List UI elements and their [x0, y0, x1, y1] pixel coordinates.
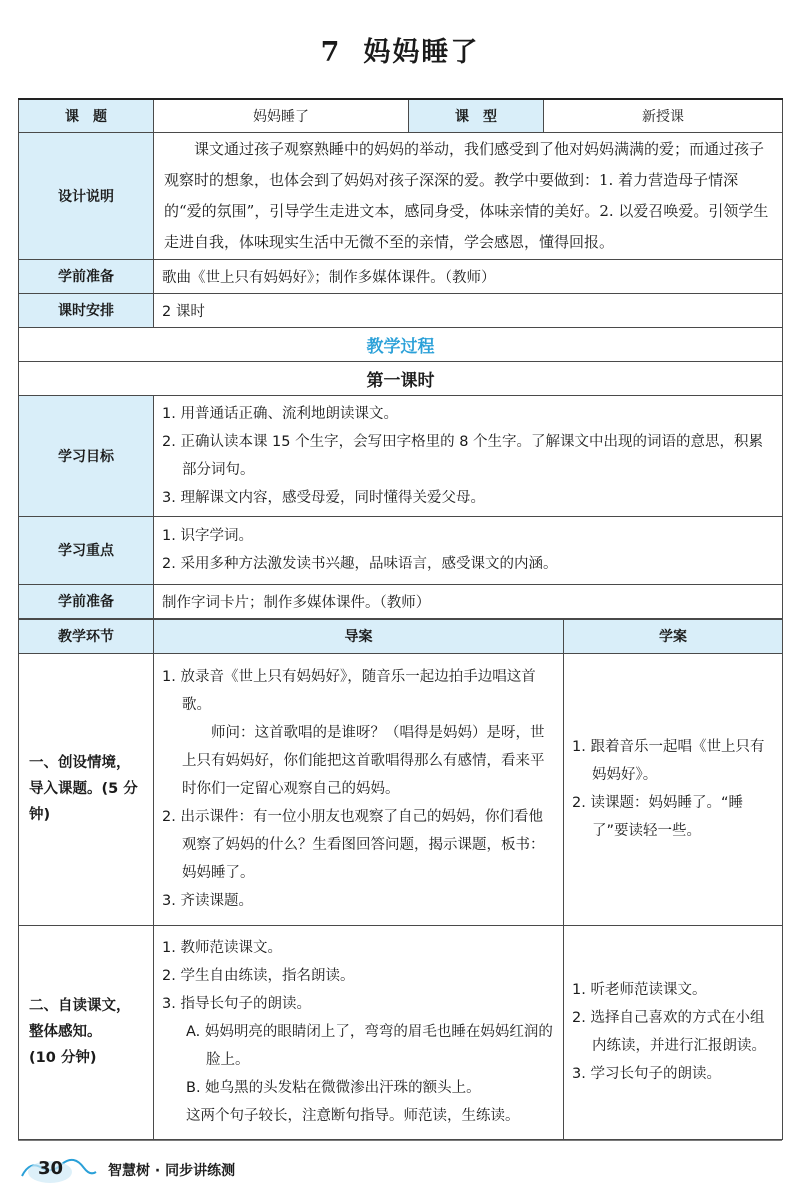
page-footer — [18, 1150, 782, 1190]
schedule-text: 2 课时 — [154, 293, 783, 327]
guide-item: A. 妈妈明亮的眼睛闭上了，弯弯的眉毛也睡在妈妈红润的脸上。 — [186, 1024, 553, 1068]
focus-item: 2. 采用多种方法激发读书兴趣，品味语言，感受课文的内涵。 — [162, 556, 558, 572]
page-number: 30 — [38, 1158, 64, 1179]
type-value: 新授课 — [544, 99, 783, 132]
lesson-title: 妈妈睡了 — [363, 37, 480, 68]
study-list — [564, 729, 782, 849]
goal-item: 3. 理解课文内容，感受母爱，同时懂得关爱父母。 — [162, 489, 485, 506]
focus-list — [154, 518, 782, 582]
process-table — [18, 619, 783, 1140]
lesson-prep-text: 制作字词卡片；制作多媒体课件。（教师） — [154, 584, 783, 618]
prep-label: 学前准备 — [19, 259, 154, 293]
lesson-prep-label: 学前准备 — [19, 584, 154, 618]
study-item: 2. 选择自己喜欢的方式在小组内练读，并进行汇报朗读。 — [572, 1010, 766, 1054]
stage-duration: (10 分钟) — [29, 1050, 97, 1066]
study-list — [564, 972, 782, 1092]
column-stage: 教学环节 — [19, 619, 154, 653]
guide-list — [154, 930, 563, 1134]
study-item: 2. 读课题：妈妈睡了。“睡了”要读轻一些。 — [572, 795, 743, 839]
stage-name: 一、创设情境，导入课题。(5 分钟) — [29, 755, 138, 823]
stage-name — [19, 993, 153, 1071]
guide-item: 1. 放录音《世上只有妈妈好》，随音乐一起边拍手边唱这首歌。 — [162, 669, 536, 713]
lesson-heading: 第一课时 — [19, 361, 783, 395]
column-study: 学案 — [564, 619, 783, 653]
topic-label: 课 题 — [19, 99, 154, 132]
study-item: 3. 学习长句子的朗读。 — [572, 1066, 721, 1082]
goals-label: 学习目标 — [19, 395, 154, 516]
goal-item: 2. 正确认读本课 15 个生字，会写田字格里的 8 个生字。了解课文中出现的词语的意思，积累部分词句。 — [162, 433, 764, 478]
guide-item: 这两个句子较长，注意断句指导。师范读，生练读。 — [186, 1108, 520, 1124]
focus-item: 1. 识字学词。 — [162, 528, 253, 544]
info-table — [18, 98, 783, 619]
process-title: 教学过程 — [19, 327, 783, 361]
type-label: 课 型 — [409, 99, 544, 132]
guide-item: 2. 出示课件：有一位小朋友也观察了自己的妈妈，你们看他观察了妈妈的什么？生看图回答问题，揭示课题，板书：妈妈睡了。 — [162, 809, 545, 881]
guide-item: B. 她乌黑的头发粘在微微渗出汗珠的额头上。 — [186, 1080, 481, 1096]
goals-list — [154, 396, 782, 516]
focus-label: 学习重点 — [19, 516, 154, 584]
study-item: 1. 跟着音乐一起唱《世上只有妈妈好》。 — [572, 739, 765, 783]
page-title — [0, 30, 800, 69]
guide-item: 1. 教师范读课文。 — [162, 940, 282, 956]
guide-item: 2. 学生自由练读，指名朗读。 — [162, 968, 355, 984]
lesson-plan-sheet — [18, 98, 782, 1140]
column-guide: 导案 — [154, 619, 564, 653]
guide-item: 师问：这首歌唱的是谁呀？（唱得是妈妈）是呀，世上只有妈妈好，你们能把这首歌唱得那么有感情，看来平时你们一定留心观察自己的妈妈。 — [182, 725, 545, 797]
guide-list — [154, 659, 563, 919]
footer-brand: 智慧树 · 同步讲练测 — [108, 1163, 236, 1179]
design-text: 课文通过孩子观察熟睡中的妈妈的举动，我们感受到了他对妈妈满满的爱；而通过孩子观察时的想象，也体会到了妈妈对孩子深深的爱。教学中要做到：1. 着力营造母子情深的“爱的氛围”，引导学生走进文本，感同身受，体味亲情的美好。2. 以爱召唤爱。引领学生走进自我，体味现实生活中无微不至的亲情，学会感恩，懂得回报。 — [164, 139, 769, 251]
study-item: 1. 听老师范读课文。 — [572, 982, 707, 998]
design-label: 设计说明 — [19, 132, 154, 259]
guide-item: 3. 指导长句子的朗读。 — [162, 996, 311, 1012]
schedule-label: 课时安排 — [19, 293, 154, 327]
topic-value: 妈妈睡了 — [154, 99, 409, 132]
goal-item: 1. 用普通话正确、流利地朗读课文。 — [162, 405, 398, 422]
stage-name-line: 二、自读课文，整体感知。 — [29, 998, 131, 1040]
lesson-number: 7 — [320, 37, 342, 68]
footer-rule — [18, 1140, 782, 1141]
guide-item: 3. 齐读课题。 — [162, 893, 253, 909]
prep-text: 歌曲《世上只有妈妈好》；制作多媒体课件。（教师） — [154, 259, 783, 293]
